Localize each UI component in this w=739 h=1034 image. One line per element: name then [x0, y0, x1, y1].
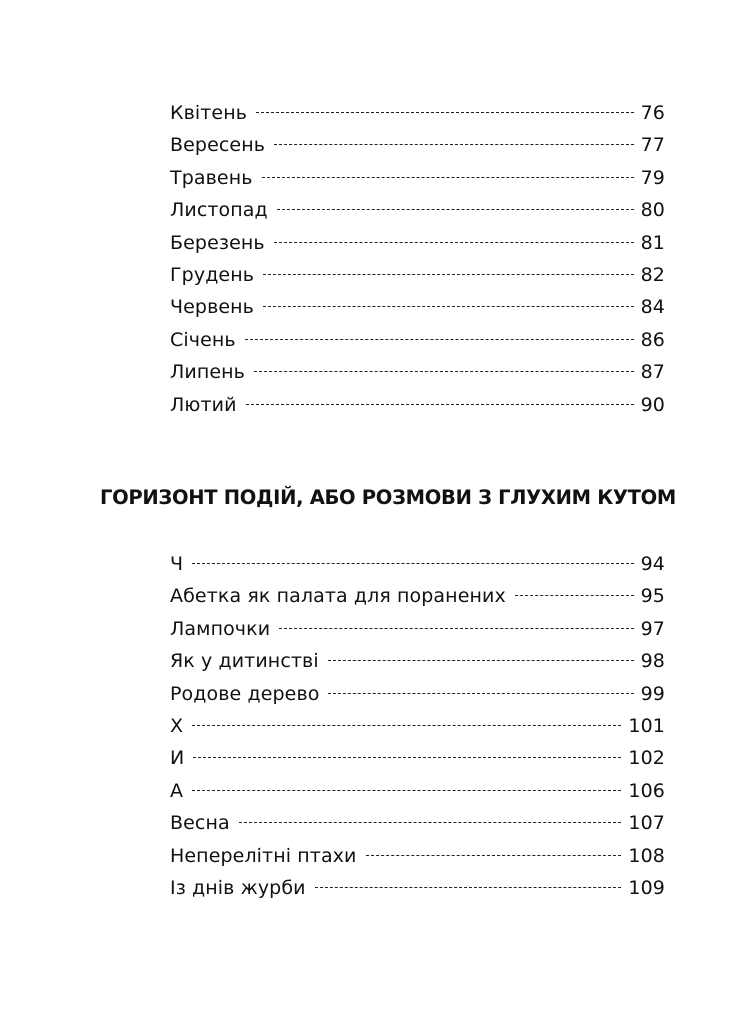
toc-entry[interactable] [170, 194, 665, 226]
toc-list-top [170, 97, 665, 421]
dot-leader [315, 887, 622, 888]
toc-entry-title: Квітень [170, 102, 248, 124]
dot-leader [515, 595, 634, 596]
dot-leader [193, 757, 621, 758]
toc-entry-page: 99 [640, 682, 665, 705]
toc-entry[interactable] [170, 710, 665, 742]
toc-entry-page: 94 [640, 553, 665, 575]
toc-entry-title: Травень [170, 166, 253, 189]
toc-entry-page: 90 [640, 393, 665, 416]
toc-entry-title: Неперелітні птахи [170, 844, 357, 867]
toc-entry-page: 84 [640, 296, 665, 319]
toc-entry-page: 79 [640, 166, 665, 189]
toc-entry-title: Червень [170, 296, 254, 319]
toc-entry-title: Вересень [170, 134, 266, 157]
toc-entry[interactable] [170, 162, 665, 194]
dot-leader [192, 725, 621, 726]
dot-leader [245, 339, 634, 340]
toc-entry-title: Абетка як палата для поранених [170, 585, 506, 608]
toc-entry[interactable] [170, 129, 665, 161]
toc-entry-title: Березень [170, 231, 265, 254]
toc-list-bottom [170, 548, 665, 904]
toc-entry[interactable] [170, 548, 665, 580]
toc-entry-page: 109 [628, 876, 665, 899]
toc-entry-page: 97 [640, 617, 665, 640]
dot-leader [192, 790, 621, 791]
toc-entry-title: Лютий [170, 393, 237, 416]
toc-entry-page: 108 [628, 844, 665, 867]
toc-entry-title: Х [170, 714, 184, 737]
toc-entry-page: 86 [640, 328, 665, 351]
dot-leader [366, 855, 622, 856]
toc-entry-title: Ч [170, 553, 184, 575]
toc-entry-page: 106 [628, 779, 665, 802]
toc-entry-title: Весна [170, 812, 230, 835]
dot-leader [192, 563, 633, 564]
toc-entry-title: Із днів журби [170, 876, 306, 899]
toc-entry[interactable] [170, 227, 665, 259]
dot-leader [328, 660, 634, 661]
dot-leader [254, 371, 634, 372]
toc-entry[interactable] [170, 97, 665, 129]
toc-entry-page: 81 [640, 231, 665, 254]
toc-entry[interactable] [170, 775, 665, 807]
toc-entry[interactable] [170, 678, 665, 710]
toc-entry-title: Грудень [170, 263, 255, 286]
toc-entry-title: Січень [170, 328, 236, 351]
toc-entry-page: 80 [640, 199, 665, 222]
toc-entry-page: 101 [628, 714, 665, 737]
section-heading: ГОРИЗОНТ ПОДІЙ, АБО РОЗМОВИ З ГЛУХИМ КУТОМ [100, 486, 676, 509]
toc-entry[interactable] [170, 356, 665, 388]
toc-entry-title: Липень [170, 361, 245, 384]
dot-leader [274, 144, 634, 145]
toc-entry[interactable] [170, 742, 665, 774]
toc-entry[interactable] [170, 840, 665, 872]
dot-leader [246, 404, 634, 405]
dot-leader [263, 306, 634, 307]
toc-entry[interactable] [170, 613, 665, 645]
toc-entry[interactable] [170, 259, 665, 291]
toc-entry-page: 82 [640, 263, 665, 286]
dot-leader [239, 822, 622, 823]
dot-leader [256, 112, 634, 113]
toc-entry-page: 107 [628, 812, 665, 835]
dot-leader [328, 693, 633, 694]
toc-entry-title: Лампочки [170, 617, 271, 640]
toc-entry-page: 76 [640, 102, 665, 124]
toc-entry-title: Як у дитинстві [170, 650, 319, 673]
dot-leader [263, 274, 634, 275]
toc-entry-title: Родове дерево [170, 682, 320, 705]
dot-leader [277, 209, 634, 210]
toc-entry-title: Листопад [170, 199, 268, 222]
toc-entry[interactable] [170, 872, 665, 904]
toc-entry-page: 95 [640, 585, 665, 608]
toc-entry[interactable] [170, 324, 665, 356]
dot-leader [279, 628, 633, 629]
dot-leader [262, 177, 634, 178]
dot-leader [274, 242, 634, 243]
toc-entry[interactable] [170, 645, 665, 677]
toc-entry[interactable] [170, 389, 665, 421]
toc-entry-page: 102 [628, 747, 665, 770]
toc-entry-title: И [170, 747, 185, 770]
toc-entry[interactable] [170, 580, 665, 612]
toc-entry-page: 98 [640, 650, 665, 673]
toc-entry-page: 87 [640, 361, 665, 384]
toc-entry-title: А [170, 779, 184, 802]
toc-entry-page: 77 [640, 134, 665, 157]
toc-entry[interactable] [170, 807, 665, 839]
toc-entry[interactable] [170, 291, 665, 323]
